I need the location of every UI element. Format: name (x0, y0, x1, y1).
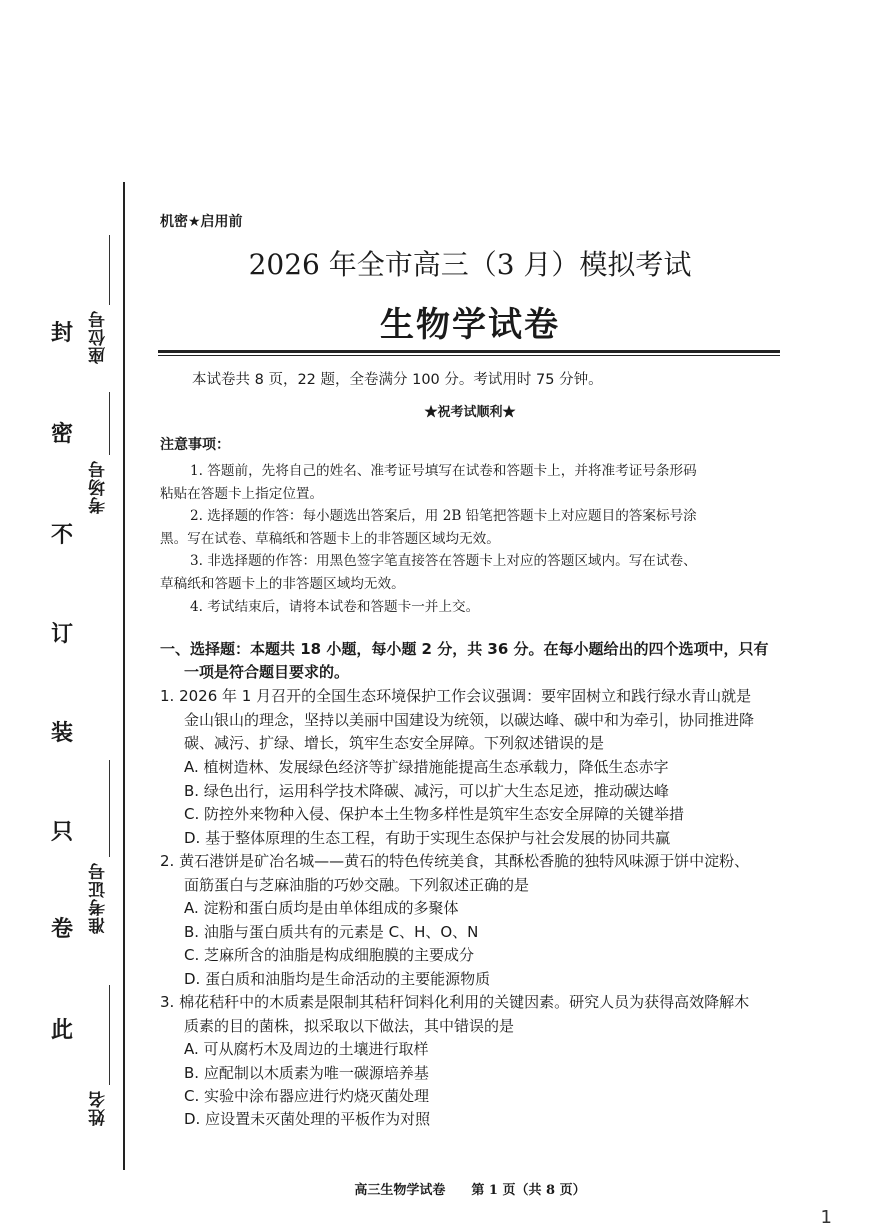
seal-char: 密 (50, 421, 73, 447)
answer-option: B. 绿色出行，运用科学技术降碳、减污，可以扩大生态足迹，推动碳达峰 (184, 782, 669, 800)
notice-line: 3. 非选择题的作答：用黑色签字笔直接答在答题卡上对应的答题区域内。写在试卷、 (190, 553, 697, 569)
name-label: 姓名 (89, 1090, 109, 1126)
question-stem: 金山银山的理念，坚持以美丽中国建设为统领，以碳达峰、碳中和为牵引，协同推进降 (184, 711, 755, 729)
seal-char: 此 (50, 1017, 73, 1043)
answer-option: D. 蛋白质和油脂均是生命活动的主要能源物质 (184, 970, 491, 988)
notice-line: 4. 考试结束后，请将本试卷和答题卡一并上交。 (190, 599, 480, 615)
answer-option: C. 防控外来物种入侵、保护本土生物多样性是筑牢生态安全屏障的关键举措 (184, 805, 685, 823)
good-luck-note: ★祝考试顺利★ (424, 405, 516, 420)
answer-option: C. 芝麻所含的油脂是构成细胞膜的主要成分 (184, 946, 475, 964)
question-stem: 3. 棉花秸秆中的木质素是限制其秸秆饲料化利用的关键因素。研究人员为获得高效降解木 (160, 993, 750, 1011)
answer-option: B. 油脂与蛋白质共有的元素是 C、H、O、N (184, 923, 479, 941)
question-stem: 碳、减污、扩绿、增长，筑牢生态安全屏障。下列叙述错误的是 (184, 734, 605, 752)
confidential-mark: 机密★启用前 (160, 214, 243, 230)
notice-line: 1. 答题前，先将自己的姓名、准考证号填写在试卷和答题卡上，并将准考证号条形码 (190, 463, 697, 479)
page-number: 1 (820, 1207, 832, 1228)
seal-char: 订 (50, 621, 73, 647)
notice-line: 粘贴在答题卡上指定位置。 (160, 486, 324, 502)
name-blank[interactable] (109, 985, 110, 1085)
header-rule-thin (158, 355, 780, 356)
seat-number-label: 座位号 (89, 310, 109, 364)
section-heading-cont: 一项是符合题目要求的。 (184, 663, 350, 681)
notice-line: 黑。写在试卷、草稿纸和答题卡上的非答题区域均无效。 (160, 531, 500, 547)
subject-title: 生物学试卷 (380, 305, 560, 345)
page-footer: 高三生物学试卷 第 1 页（共 8 页） (354, 1183, 586, 1198)
exam-title: 2026 年全市高三（3 月）模拟考试 (248, 248, 692, 281)
answer-option: A. 植树造林、发展绿色经济等扩绿措施能提高生态承载力，降低生态赤字 (184, 758, 669, 776)
answer-option: A. 可从腐朽木及周边的土壤进行取样 (184, 1040, 429, 1058)
ticket-number-label: 准考证号 (89, 862, 109, 934)
answer-option: D. 应设置未灭菌处理的平板作为对照 (184, 1110, 431, 1128)
exam-intro: 本试卷共 8 页，22 题，全卷满分 100 分。考试用时 75 分钟。 (192, 372, 603, 388)
answer-option: C. 实验中涂布器应进行灼烧灭菌处理 (184, 1087, 430, 1105)
answer-option: D. 基于整体原理的生态工程，有助于实现生态保护与社会发展的协同共赢 (184, 829, 671, 847)
notice-heading: 注意事项： (160, 437, 230, 453)
seal-char: 装 (50, 720, 73, 746)
seal-char: 只 (50, 819, 73, 845)
seal-char: 封 (50, 320, 73, 346)
question-stem: 质素的目的菌株，拟采取以下做法，其中错误的是 (184, 1017, 515, 1035)
header-rule (158, 350, 780, 353)
seal-char: 不 (50, 522, 73, 548)
seal-char: 卷 (50, 916, 73, 942)
question-stem: 面筋蛋白与芝麻油脂的巧妙交融。下列叙述正确的是 (184, 876, 530, 894)
answer-option: B. 应配制以木质素为唯一碳源培养基 (184, 1064, 429, 1082)
exam-room-label: 考场号 (89, 460, 109, 514)
notice-line: 草稿纸和答题卡上的非答题区域均无效。 (160, 576, 405, 592)
question-stem: 2. 黄石港饼是矿冶名城——黄石的特色传统美食，其酥松香脆的独特风味源于饼中淀粉、 (160, 852, 750, 870)
answer-option: A. 淀粉和蛋白质均是由单体组成的多聚体 (184, 899, 459, 917)
ticket-number-blank[interactable] (109, 760, 110, 857)
question-stem: 1. 2026 年 1 月召开的全国生态环境保护工作会议强调：要牢固树立和践行绿水青山就是 (160, 687, 752, 705)
notice-line: 2. 选择题的作答：每小题选出答案后，用 2B 铅笔把答题卡上对应题目的答案标号涂 (190, 508, 697, 524)
section-heading: 一、选择题：本题共 18 小题，每小题 2 分，共 36 分。在每小题给出的四个选项中，只有 (160, 640, 769, 658)
